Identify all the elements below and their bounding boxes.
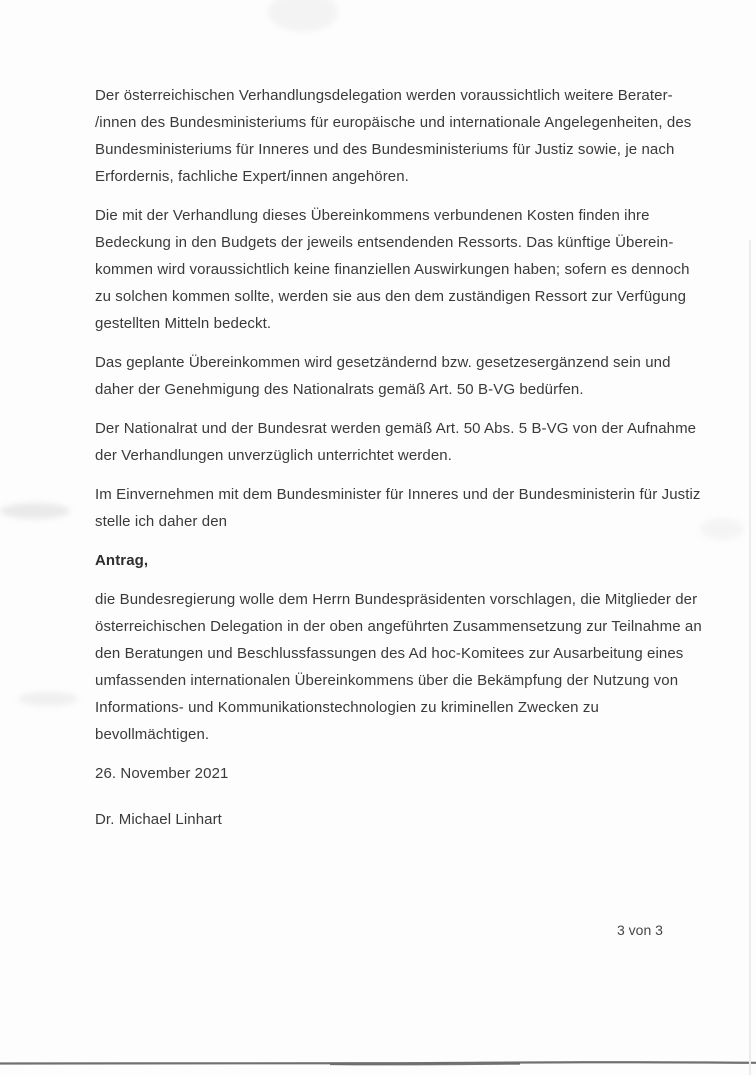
scan-edge-line [0, 1056, 756, 1070]
document-body [95, 82, 702, 833]
paragraph-gesetzaendernd [95, 349, 670, 403]
text-line: österreichischen Delegation in der oben angeführten Zusammensetzung zur Teilnahme an [95, 618, 702, 635]
scan-artifact-smudge [18, 692, 78, 706]
paragraph-nationalrat [95, 415, 697, 469]
paragraph-delegation [95, 82, 692, 190]
page-number-indicator: 3 von 3 [617, 922, 663, 938]
paragraph-einvernehmen [95, 481, 701, 535]
text-line: /innen des Bundesministeriums für europäische und internationale Angelegenheiten, des [95, 114, 692, 131]
paragraph-kosten [95, 202, 690, 337]
text-line: Der österreichischen Verhandlungsdelegation werden voraussichtlich weitere Berater- [95, 87, 673, 104]
signature-name: Dr. Michael Linhart [95, 811, 222, 828]
text-line: Erfordernis, fachliche Expert/innen angehören. [95, 168, 409, 185]
text-line: die Bundesregierung wolle dem Herrn Bundespräsidenten vorschlagen, die Mitglieder der [95, 591, 698, 608]
text-line: zu solchen kommen sollte, werden sie aus den dem zuständigen Ressort zur Verfügung [95, 288, 687, 305]
document-date: 26. November 2021 [95, 765, 229, 782]
text-line: stelle ich daher den [95, 513, 228, 530]
text-line: der Verhandlungen unverzüglich unterrichtet werden. [95, 447, 452, 464]
paragraph-antrag-text [95, 586, 702, 748]
scan-artifact-smudge [0, 503, 70, 519]
text-line: bevollmächtigen. [95, 726, 210, 743]
text-line: den Beratungen und Beschlussfassungen des Ad hoc-Komitees zur Ausarbeitung eines [95, 645, 684, 662]
antrag-heading: Antrag, [95, 552, 149, 569]
text-line: umfassenden internationalen Übereinkommens über die Bekämpfung der Nutzung von [95, 672, 679, 689]
text-line: Das geplante Übereinkommen wird gesetzändernd bzw. gesetzesergänzend sein und [95, 354, 671, 371]
text-line: Bedeckung in den Budgets der jeweils entsendenden Ressorts. Das künftige Überein- [95, 234, 674, 251]
scan-edge-line-right [749, 240, 751, 1075]
text-line: Der Nationalrat und der Bundesrat werden gemäß Art. 50 Abs. 5 B-VG von der Aufnahme [95, 420, 697, 437]
text-line: kommen wird voraussichtlich keine finanziellen Auswirkungen haben; sofern es dennoch [95, 261, 690, 278]
scan-artifact-smudge [700, 518, 744, 540]
text-line: Informations- und Kommunikationstechnologien zu kriminellen Zwecken zu [95, 699, 599, 716]
text-line: Bundesministeriums für Inneres und des Bundesministeriums für Justiz sowie, je nach [95, 141, 675, 158]
text-line: Die mit der Verhandlung dieses Übereinkommens verbundenen Kosten finden ihre [95, 207, 650, 224]
text-line: gestellten Mitteln bedeckt. [95, 315, 272, 332]
text-line: Im Einvernehmen mit dem Bundesminister für Inneres und der Bundesministerin für Justiz [95, 486, 701, 503]
text-line: daher der Genehmigung des Nationalrats gemäß Art. 50 B-VG bedürfen. [95, 381, 584, 398]
scan-artifact-smudge [268, 0, 338, 32]
